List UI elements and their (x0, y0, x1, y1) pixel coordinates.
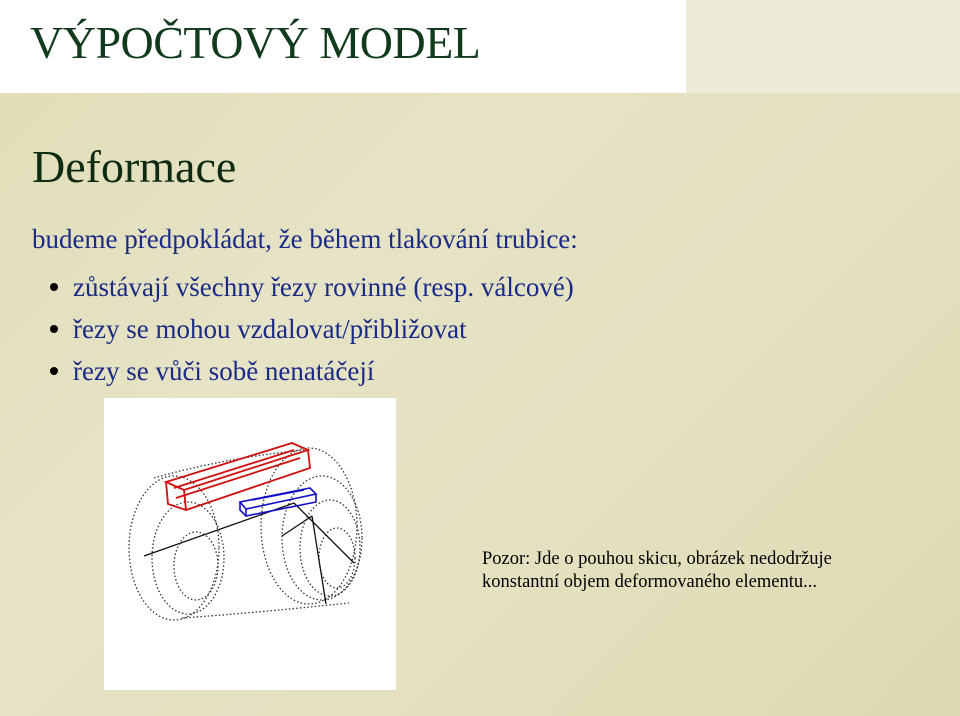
original-element (240, 488, 316, 516)
deformed-edge (184, 490, 186, 510)
bullet-text: řezy se vůči sobě nenatáčejí (73, 355, 375, 386)
sketch-note (482, 548, 832, 594)
bullet-dot-icon (50, 283, 58, 291)
title-band-accent (686, 0, 960, 93)
section-outer-1 (129, 476, 219, 620)
bullet-list (50, 266, 574, 392)
bullet-text: řezy se mohou vzdalovat/přibližovat (73, 313, 467, 344)
axis-y (312, 516, 326, 604)
intro-text: budeme předpokládat, že během tlakování trubice: (32, 224, 578, 254)
slide-title: VÝPOČTOVÝ MODEL (30, 17, 481, 68)
note-line-2: konstantní objem deformovaného elementu... (482, 572, 817, 592)
axis-radial (282, 516, 312, 536)
note-line-1: Pozor: Jde o pouhou skicu, obrázek nedodržuje (482, 549, 832, 569)
section-outer-2 (261, 448, 357, 604)
slide-subtitle: Deformace (32, 141, 237, 192)
section-core-1 (174, 532, 218, 600)
bullet-dot-icon (50, 325, 58, 333)
tube-bottom-edge (182, 603, 349, 618)
bullet-item (50, 308, 574, 350)
axis-z (294, 503, 354, 563)
bullet-text: zůstávají všechny řezy rovinné (resp. válcové) (73, 271, 574, 302)
bullet-item (50, 350, 574, 392)
tube-element-sketch-icon (104, 398, 396, 690)
cross-sections (129, 448, 362, 620)
bullet-item (50, 266, 574, 308)
tube-element-figure (104, 398, 396, 690)
original-top-face (240, 488, 316, 509)
bullet-dot-icon (50, 367, 58, 375)
